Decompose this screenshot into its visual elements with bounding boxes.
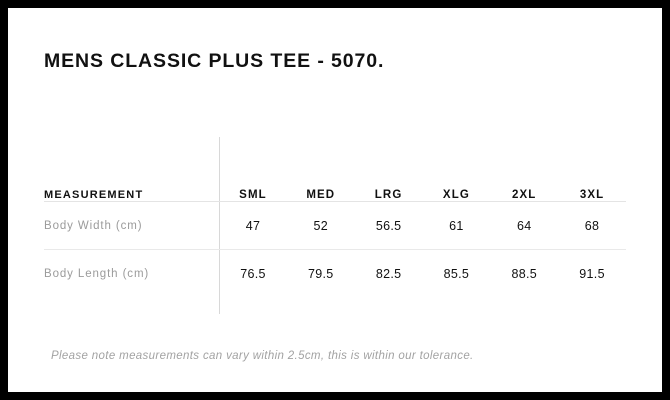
- cell-body-width-lrg: 56.5: [355, 202, 423, 250]
- row-label-body-length: Body Length (cm): [44, 250, 219, 298]
- cell-body-width-med: 52: [287, 202, 355, 250]
- cell-body-width-3xl: 68: [558, 202, 626, 250]
- cell-body-length-med: 79.5: [287, 250, 355, 298]
- cell-body-width-2xl: 64: [490, 202, 558, 250]
- table-header-row: [44, 133, 626, 202]
- header-size-2xl: 2XL: [512, 189, 537, 201]
- size-table: [44, 133, 626, 297]
- table-row: [44, 250, 626, 298]
- page-title: MENS CLASSIC PLUS TEE - 5070.: [44, 50, 385, 72]
- header-size-3xl: 3XL: [579, 189, 605, 201]
- header-measurement: MEASUREMENT: [44, 189, 144, 201]
- row-label-body-width: Body Width (cm): [44, 202, 219, 250]
- size-chart-page: [8, 8, 662, 392]
- cell-body-length-xlg: 85.5: [423, 250, 491, 298]
- cell-body-length-3xl: 91.5: [558, 250, 626, 298]
- size-table-container: [44, 133, 626, 297]
- header-size-lrg: LRG: [374, 189, 403, 201]
- cell-body-length-2xl: 88.5: [490, 250, 558, 298]
- tolerance-note: Please note measurements can vary within 2.5cm, this is within our tolerance.: [51, 350, 474, 362]
- cell-body-width-xlg: 61: [423, 202, 491, 250]
- cell-body-length-sml: 76.5: [219, 250, 287, 298]
- table-row: [44, 202, 626, 250]
- header-size-med: MED: [306, 189, 336, 201]
- cell-body-length-lrg: 82.5: [355, 250, 423, 298]
- header-size-xlg: XLG: [442, 189, 470, 201]
- cell-body-width-sml: 47: [219, 202, 287, 250]
- header-size-sml: SML: [239, 189, 267, 201]
